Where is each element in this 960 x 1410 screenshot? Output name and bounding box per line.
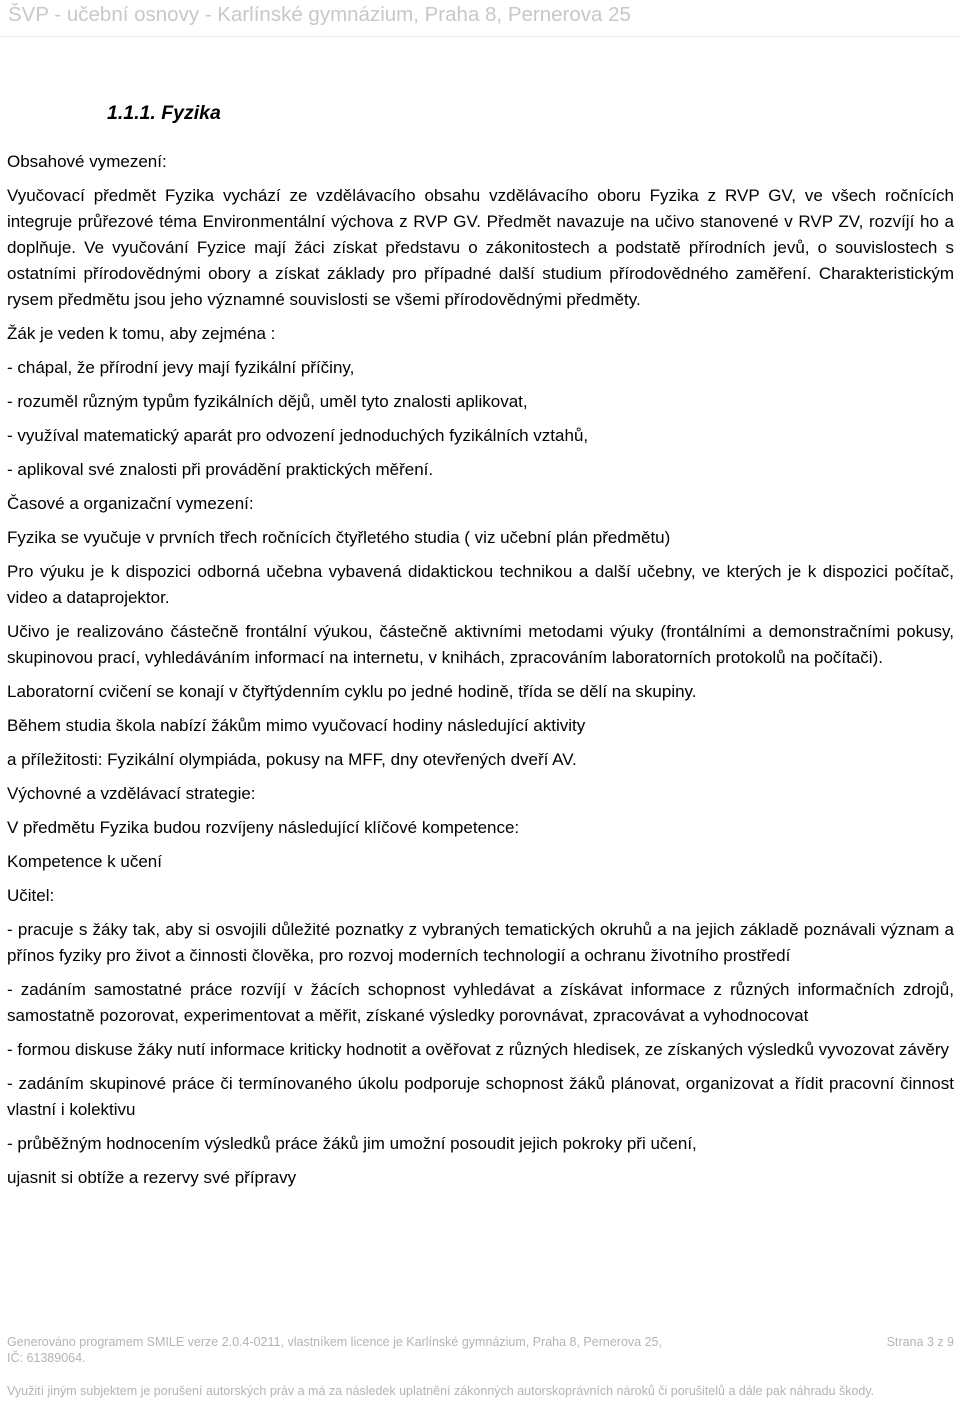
- paragraph-activities-list: a příležitosti: Fyzikální olympiáda, pokusy na MFF, dny otevřených dveří AV.: [7, 750, 577, 769]
- list-item: - rozuměl různým typům fyzikálních dějů, uměl tyto znalosti aplikovat,: [7, 392, 528, 411]
- list-item: - pracuje s žáky tak, aby si osvojili důležité poznatky z vybraných tematických okruhů a na jejich základě poznávali význam a přínos fyziky pro život a činnosti člověka, pro rozvoj moderních technologií a ochranu životního prostředí: [7, 920, 954, 965]
- footer-generator-info: [7, 1334, 662, 1366]
- list-item-continuation: ujasnit si obtíže a rezervy své přípravy: [7, 1168, 297, 1187]
- paragraph-subject-description: Vyučovací předmět Fyzika vychází ze vzdělávacího obsahu vzdělávacího oboru Fyzika z RVP GV, ve všech ročnících integruje průřezové téma Environmentální výchova z RVP GV. Předmět navazuje na učivo stanovené v RVP ZV, rozvíjí ho a doplňuje. Ve vyučování Fyzice mají žáci získat představu o zákonitostech a podstatě přírodních jevů, o souvislostech s ostatními přírodovědnými obory a získat základy pro případné další studium přírodovědného zaměření. Charakteristickým rysem předmětu jsou jeho významné souvislosti se všemi přírodovědnými předměty.: [7, 186, 954, 309]
- paragraph-teaching-methods: Učivo je realizováno částečně frontální výukou, částečně aktivními metodami výuky (frontálními a demonstračními pokusy, skupinovou prací, vyhledáváním informací na internetu, v knihách, zpracováním laboratorních protokolů na počítači).: [7, 622, 954, 667]
- section-label-content-definition: Obsahové vymezení:: [7, 152, 167, 171]
- page-header-title: ŠVP - učební osnovy - Karlínské gymnázium, Praha 8, Pernerova 25: [8, 3, 631, 26]
- competence-title-learning: Kompetence k učení: [7, 852, 162, 871]
- list-item: - aplikoval své znalosti při provádění praktických měření.: [7, 460, 434, 479]
- list-item: - zadáním skupinové práce či termínovaného úkolu podporuje schopnost žáků plánovat, organizovat a řídit pracovní činnost vlastní i kolektivu: [7, 1074, 954, 1119]
- footer-company-id: IČ: 61389064.: [7, 1351, 86, 1365]
- paragraph-activities-intro: Během studia škola nabízí žákům mimo vyučovací hodiny následující aktivity: [7, 716, 586, 735]
- list-item: - formou diskuse žáky nutí informace kriticky hodnotit a ověřovat z různých hledisek, ze získaných výsledků vyvozovat závěry: [7, 1040, 950, 1059]
- document-body: [7, 149, 954, 1199]
- list-item: - průběžným hodnocením výsledků práce žáků jim umožní posoudit jejich pokroky při učení,: [7, 1134, 697, 1153]
- paragraph-student-goals-intro: Žák je veden k tomu, aby zejména :: [7, 324, 276, 343]
- paragraph-lab-exercises: Laboratorní cvičení se konají v čtyřtýdenním cyklu po jedné hodině, třída se dělí na skupiny.: [7, 682, 697, 701]
- header-divider: [0, 36, 960, 37]
- paragraph-competences-intro: V předmětu Fyzika budou rozvíjeny následující klíčové kompetence:: [7, 818, 520, 837]
- footer-copyright-notice: Využití jiným subjektem je porušení autorských práv a má za následek uplatnění zákonných autorskoprávních nároků či porušitelů a dále pak náhradu škody.: [7, 1384, 875, 1398]
- page-footer: [7, 1334, 954, 1399]
- section-label-time-organization: Časové a organizační vymezení:: [7, 494, 254, 513]
- list-item: - zadáním samostatné práce rozvíjí v žácích schopnost vyhledávat a získávat informace z různých informačních zdrojů, samostatně pozorovat, experimentovat a měřit, získané výsledky porovnávat, zpracovávat a vyhodnocovat: [7, 980, 954, 1025]
- teacher-label: Učitel:: [7, 886, 55, 905]
- page-number: Strana 3 z 9: [886, 1335, 954, 1349]
- paragraph-teaching-years: Fyzika se vyučuje v prvních třech ročnících čtyřletého studia ( viz učební plán předmětu): [7, 528, 671, 547]
- list-item: - využíval matematický aparát pro odvození jednoduchých fyzikálních vztahů,: [7, 426, 589, 445]
- section-heading: 1.1.1. Fyzika: [107, 102, 221, 124]
- footer-generated-text: Generováno programem SMILE verze 2.0.4-0211, vlastníkem licence je Karlínské gymnázium, Praha 8, Pernerova 25,: [7, 1335, 662, 1349]
- paragraph-classroom-equipment: Pro výuku je k dispozici odborná učebna vybavená didaktickou technikou a další učebny, ve kterých je k dispozici počítač, video a dataprojektor.: [7, 562, 954, 607]
- list-item: - chápal, že přírodní jevy mají fyzikální příčiny,: [7, 358, 355, 377]
- section-label-strategies: Výchovné a vzdělávací strategie:: [7, 784, 256, 803]
